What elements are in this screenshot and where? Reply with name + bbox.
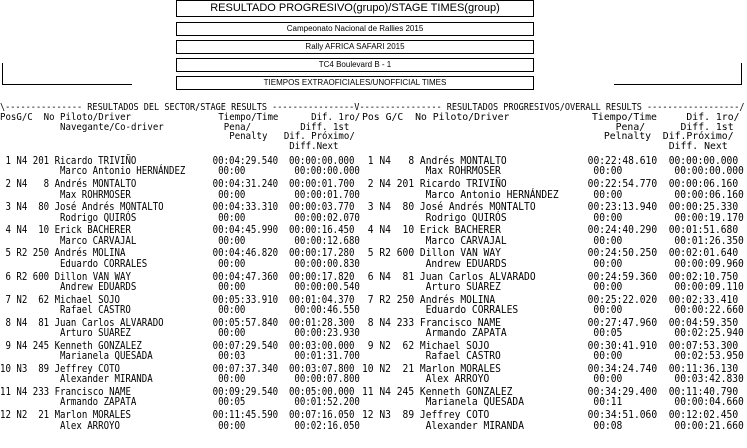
cell-cls: N4 (16, 387, 28, 398)
cell-driver: Jeffrey COTO (54, 363, 213, 375)
cell-no: 201 (32, 156, 50, 167)
cell-penalty: 00:00 (218, 305, 284, 316)
cell-driver: Francisco NAME (419, 317, 588, 329)
cell-diffnext: 00:02:53.950 (674, 351, 744, 363)
cell-time: 00:07:29.540 (212, 340, 279, 352)
cell-cls: N4 (16, 225, 28, 237)
codriver-line (0, 352, 360, 362)
cell-time: 00:30:41.910 (587, 340, 658, 352)
cell-diffnext: 00:00:00.830 (294, 258, 360, 270)
cell-penalty: 00:00 (218, 166, 284, 178)
table-row (362, 319, 744, 340)
cell-driver: Marlon MORALES (419, 363, 588, 375)
cell-no: 10 (396, 225, 415, 237)
cell-cls: N3 (379, 410, 391, 422)
cell-penalty: 00:00 (593, 235, 663, 247)
cell-diff1: 00:01:51.680 (668, 225, 739, 237)
cell-diff1: 00:00:17.280 (289, 248, 355, 260)
cell-cls: N2 (379, 363, 391, 375)
cell-pos: 9 (0, 340, 11, 352)
cell-no: 8 (32, 179, 50, 191)
codriver-line (0, 306, 360, 316)
cell-cls: N3 (16, 363, 28, 375)
cell-codriver: Eduardo CORRALES (425, 305, 594, 316)
table-row (362, 296, 744, 317)
cell-cls: N2 (16, 410, 28, 422)
cell-diffnext: 00:00:02.070 (294, 212, 360, 224)
cell-codriver: Alexander MIRANDA (425, 420, 594, 432)
cell-pos: 3 (0, 202, 11, 214)
cell-codriver: Armando ZAPATA (425, 328, 594, 340)
cell-codriver: Marianela QUESADA (425, 397, 594, 409)
cell-penalty: 00:00 (218, 235, 284, 247)
cell-diffnext: 00:01:52.200 (294, 397, 360, 409)
cell-driver: José Andrés MONTALTO (54, 202, 213, 214)
stage-header-line: PosG/C No Piloto/Driver Tiempo/Time Dif. 1ro/ (0, 112, 361, 123)
cell-no: 80 (396, 202, 415, 214)
cell-penalty: 00:08 (593, 420, 663, 432)
cell-pos: 4 (362, 225, 374, 237)
cell-codriver: Eduardo CORRALES (59, 258, 219, 270)
cell-cls: N4 (379, 271, 391, 283)
cell-diff1: 00:00:03.770 (289, 202, 355, 214)
cell-diff1: 00:01:28.300 (289, 317, 355, 329)
cell-penalty: 00:03 (218, 351, 284, 363)
table-row (362, 203, 744, 224)
cell-pos: 5 (362, 248, 374, 260)
cell-diff1: 00:03:00.000 (289, 340, 355, 352)
cell-codriver: Alex ARROYO (425, 374, 594, 386)
overall-header-line: Pos G/C No Piloto/Driver Tiempo/Time Dif. 1ro/ (362, 112, 740, 123)
table-row (0, 411, 360, 432)
cell-diffnext: 00:00:19.170 (674, 212, 744, 224)
cell-penalty: 00:00 (218, 420, 284, 432)
cell-penalty: 00:00 (218, 212, 284, 224)
cell-penalty: 00:00 (593, 305, 663, 316)
cell-pos: 8 (362, 317, 374, 329)
cell-diffnext: 00:03:42.830 (674, 374, 744, 386)
codriver-line (362, 283, 744, 293)
cell-no: 600 (32, 271, 50, 283)
cell-codriver: Rafael CASTRO (425, 351, 594, 363)
cell-time: 00:34:29.400 (587, 387, 658, 398)
cell-driver: Andrés MOLINA (54, 248, 213, 260)
cell-diffnext: 00:00:00.540 (294, 281, 360, 293)
cell-penalty: 00:00 (593, 351, 663, 363)
right-bracket-decoration (614, 63, 742, 85)
cell-driver: Juan Carlos ALVARADO (419, 271, 588, 283)
cell-time: 00:22:48.610 (587, 156, 658, 167)
cell-codriver: Marco CARVAJAL (425, 235, 594, 247)
cell-diff1: 00:04:59.350 (668, 317, 739, 329)
cell-penalty: 00:00 (593, 258, 663, 270)
table-row (0, 203, 360, 224)
cell-pos: 11 (362, 387, 374, 398)
cell-penalty: 00:00 (593, 281, 663, 293)
cell-driver: Dillon VAN WAY (54, 271, 213, 283)
cell-cls: N2 (16, 294, 28, 306)
overall-header-line: Diff. Next (362, 140, 728, 152)
table-row (0, 180, 360, 201)
cell-pos: 1 (0, 156, 11, 167)
table-row (362, 411, 744, 432)
cell-time: 00:11:45.590 (212, 410, 279, 422)
codriver-line (0, 237, 360, 247)
cell-diff1: 00:02:01.640 (668, 248, 739, 260)
cell-time: 00:24:59.360 (587, 271, 658, 283)
cell-no: 10 (32, 225, 50, 237)
cell-diff1: 00:07:16.050 (289, 410, 355, 422)
cell-codriver: Rodrigo QUIRÓS (59, 212, 219, 224)
cell-codriver: Andrew EDUARDS (59, 281, 219, 293)
cell-cls: R2 (379, 294, 391, 306)
codriver-line (362, 329, 744, 339)
codriver-line (0, 398, 360, 408)
cell-cls: N4 (16, 317, 28, 329)
codriver-line (0, 214, 360, 224)
cell-diff1: 00:02:10.750 (668, 271, 739, 283)
codriver-line (0, 167, 360, 177)
cell-diff1: 00:11:40.790 (668, 387, 739, 398)
stage-header-line: Penalty Dif. Próximo/ (0, 131, 355, 143)
cell-no: 250 (32, 248, 50, 260)
cell-diff1: 00:01:04.370 (289, 294, 355, 306)
cell-time: 00:04:45.990 (212, 225, 279, 237)
cell-no: 8 (396, 156, 415, 167)
cell-no: 89 (32, 363, 50, 375)
cell-penalty: 00:00 (593, 166, 663, 178)
cell-diff1: 00:00:00.000 (668, 156, 739, 167)
cell-pos: 7 (0, 294, 11, 306)
cell-diff1: 00:05:00.000 (289, 387, 355, 398)
cell-diffnext: 00:02:25.940 (674, 328, 744, 340)
cell-no: 245 (396, 387, 415, 398)
cell-time: 00:23:13.940 (587, 202, 658, 214)
codriver-line (0, 191, 360, 201)
cell-time: 00:24:50.250 (587, 248, 658, 260)
codriver-line (362, 398, 744, 408)
stage-label: TC4 Boulevard B - 1 (176, 58, 534, 72)
cell-diffnext: 00:00:46.550 (294, 305, 360, 316)
table-row (362, 157, 744, 178)
cell-codriver: Alexander MIRANDA (59, 374, 219, 386)
cell-pos: 7 (362, 294, 374, 306)
cell-codriver: Arturo SUAREZ (59, 328, 219, 340)
table-row (362, 226, 744, 247)
cell-diff1: 00:00:17.820 (289, 271, 355, 283)
cell-pos: 1 (362, 156, 374, 167)
cell-no: 21 (396, 363, 415, 375)
cell-driver: Marlon MORALES (54, 410, 213, 422)
table-row (0, 226, 360, 247)
cell-diff1: 00:00:06.160 (668, 179, 739, 191)
codriver-line (362, 214, 744, 224)
cell-no: 89 (396, 410, 415, 422)
cell-codriver: Max ROHRMOSER (425, 166, 594, 178)
cell-time: 00:25:22.020 (587, 294, 658, 306)
table-row (0, 342, 360, 363)
cell-diffnext: 00:00:12.680 (294, 235, 360, 247)
cell-cls: N4 (379, 387, 391, 398)
cell-pos: 8 (0, 317, 11, 329)
cell-driver: Erick BACHERER (419, 225, 588, 237)
cell-diffnext: 00:00:23.930 (294, 328, 360, 340)
cell-cls: N4 (379, 317, 391, 329)
cell-penalty: 00:00 (218, 374, 284, 386)
cell-no: 233 (32, 387, 50, 398)
codriver-line (362, 306, 744, 316)
cell-cls: N4 (379, 156, 391, 167)
cell-cls: N4 (16, 202, 28, 214)
cell-pos: 4 (0, 225, 11, 237)
codriver-line (0, 260, 360, 270)
cell-time: 00:04:31.240 (212, 179, 279, 191)
cell-no: 81 (32, 317, 50, 329)
cell-driver: Dillon VAN WAY (419, 248, 588, 260)
cell-time: 00:04:47.360 (212, 271, 279, 283)
cell-cls: R2 (379, 248, 391, 260)
cell-diffnext: 00:00:21.660 (674, 420, 744, 432)
cell-time: 00:27:47.960 (587, 317, 658, 329)
cell-cls: N4 (16, 156, 28, 167)
table-row (362, 180, 744, 201)
cell-driver: Francisco NAME (54, 387, 213, 398)
codriver-line (362, 237, 744, 247)
codriver-line (362, 422, 744, 432)
table-row (362, 273, 744, 294)
cell-driver: Andrés MOLINA (419, 294, 588, 306)
cell-penalty: 00:00 (593, 374, 663, 386)
cell-driver: Erick BACHERER (54, 225, 213, 237)
cell-time: 00:34:51.060 (587, 410, 658, 422)
cell-time: 00:04:33.310 (212, 202, 279, 214)
cell-diffnext: 00:00:00.000 (294, 166, 360, 178)
cell-time: 00:05:57.840 (212, 317, 279, 329)
codriver-line (0, 422, 360, 432)
codriver-line (0, 375, 360, 385)
cell-penalty: 00:00 (593, 189, 663, 201)
cell-no: 21 (32, 410, 50, 422)
cell-codriver: Marco CARVAJAL (59, 235, 219, 247)
overall-results-header (362, 113, 740, 151)
cell-diff1: 00:00:25.330 (668, 202, 739, 214)
cell-no: 233 (396, 317, 415, 329)
cell-driver: Andrés MONTALTO (419, 156, 588, 167)
cell-pos: 12 (362, 410, 374, 422)
cell-diffnext: 00:00:00.000 (674, 166, 744, 178)
cell-diffnext: 00:00:01.700 (294, 189, 360, 201)
cell-cls: N4 (379, 202, 391, 214)
table-row (362, 388, 744, 409)
table-row (0, 365, 360, 386)
cell-driver: Ricardo TRIVIÑO (54, 156, 213, 167)
table-row (0, 388, 360, 409)
codriver-line (0, 283, 360, 293)
event-label: Rally AFRICA SAFARI 2015 (176, 40, 534, 54)
cell-diff1: 00:00:01.700 (289, 179, 355, 191)
cell-diffnext: 00:02:16.050 (294, 420, 360, 432)
cell-pos: 12 (0, 410, 11, 422)
championship-label: Campeonato Nacional de Rallies 2015 (176, 22, 534, 36)
cell-pos: 9 (362, 340, 374, 352)
codriver-line (362, 352, 744, 362)
cell-cls: R2 (16, 248, 28, 260)
cell-cls: N4 (16, 340, 28, 352)
cell-diffnext: 00:01:31.700 (294, 351, 360, 363)
codriver-line (362, 191, 744, 201)
cell-penalty: 00:00 (218, 189, 284, 201)
cell-codriver: Max ROHRMOSER (59, 189, 219, 201)
cell-time: 00:34:24.740 (587, 363, 658, 375)
section-titles-line: \--------------- RESULTADOS DEL SECTOR/STAGE RESULTS ----------------V---------------- RESULTADOS PROGRESIVOS/OVERALL RESULTS ------------------/ (0, 102, 745, 113)
cell-time: 00:05:33.910 (212, 294, 279, 306)
cell-codriver: Andrew EDUARDS (425, 258, 594, 270)
stage-header-line: Navegante/Co-driver Pena/ Diff. 1st (0, 121, 350, 133)
cell-diff1: 00:00:00.000 (289, 156, 355, 167)
cell-penalty: 00:05 (593, 328, 663, 340)
cell-driver: Kenneth GONZALEZ (54, 340, 213, 352)
cell-diffnext: 00:00:09.110 (674, 281, 744, 293)
left-bracket-decoration (2, 63, 132, 85)
cell-diffnext: 00:01:26.350 (674, 235, 744, 247)
cell-codriver: Rodrigo QUIRÓS (425, 212, 594, 224)
cell-penalty: 00:00 (218, 281, 284, 293)
cell-time: 00:04:46.820 (212, 248, 279, 260)
unofficial-note: TIEMPOS EXTRAOFICIALES/UNOFFICIAL TIMES (176, 76, 534, 90)
cell-cls: N2 (379, 340, 391, 352)
cell-pos: 10 (362, 363, 374, 375)
cell-pos: 3 (362, 202, 374, 214)
cell-pos: 10 (0, 363, 11, 375)
cell-diff1: 00:00:16.450 (289, 225, 355, 237)
overall-header-line: Pena/ Diff. 1st (362, 121, 734, 133)
cell-no: 62 (396, 340, 415, 352)
cell-pos: 11 (0, 387, 11, 398)
cell-penalty: 00:05 (218, 397, 284, 409)
cell-no: 80 (32, 202, 50, 214)
cell-codriver: Rafael CASTRO (59, 305, 219, 316)
stage-header-line: Diff.Next (0, 140, 339, 152)
table-row (362, 249, 744, 270)
cell-codriver: Arturo SUAREZ (425, 281, 594, 293)
table-row (362, 342, 744, 363)
cell-codriver: Marianela QUESADA (59, 351, 219, 363)
cell-no: 62 (32, 294, 50, 306)
cell-cls: N4 (379, 179, 391, 191)
cell-diff1: 00:03:07.800 (289, 363, 355, 375)
codriver-line (362, 167, 744, 177)
table-row (0, 296, 360, 317)
cell-time: 00:09:29.540 (212, 387, 279, 398)
table-row (0, 273, 360, 294)
table-row (0, 249, 360, 270)
cell-no: 201 (396, 179, 415, 191)
cell-no: 81 (396, 271, 415, 283)
stage-results-header (0, 113, 360, 151)
table-row (362, 365, 744, 386)
cell-diff1: 00:07:53.300 (668, 340, 739, 352)
cell-pos: 2 (362, 179, 374, 191)
cell-time: 00:07:37.340 (212, 363, 279, 375)
cell-diffnext: 00:00:06.160 (674, 189, 744, 201)
cell-diffnext: 00:00:07.800 (294, 374, 360, 386)
cell-driver: Michael SOJO (54, 294, 213, 306)
cell-no: 245 (32, 340, 50, 352)
cell-diff1: 00:11:36.130 (668, 363, 739, 375)
cell-pos: 6 (0, 271, 11, 283)
cell-diffnext: 00:00:09.960 (674, 258, 744, 270)
cell-time: 00:24:40.290 (587, 225, 658, 237)
cell-driver: Jeffrey COTO (419, 410, 588, 422)
cell-driver: Kenneth GONZALEZ (419, 387, 588, 398)
table-row (0, 157, 360, 178)
cell-driver: Michael SOJO (419, 340, 588, 352)
cell-cls: N4 (16, 179, 28, 191)
cell-diffnext: 00:00:04.660 (674, 397, 744, 409)
table-row (0, 319, 360, 340)
cell-codriver: Marco Antonio HERNÁNDEZ (425, 189, 594, 201)
codriver-line (362, 260, 744, 270)
cell-no: 600 (396, 248, 415, 260)
cell-pos: 5 (0, 248, 11, 260)
cell-driver: José Andrés MONTALTO (419, 202, 588, 214)
cell-codriver: Marco Antonio HERNÁNDEZ (59, 166, 219, 178)
cell-driver: Ricardo TRIVIÑO (419, 179, 588, 191)
cell-diff1: 00:12:02.450 (668, 410, 739, 422)
cell-time: 00:22:54.770 (587, 179, 658, 191)
report-title: RESULTADO PROGRESIVO(grupo)/STAGE TIMES(group) (176, 0, 534, 17)
cell-penalty: 00:00 (218, 328, 284, 340)
cell-codriver: Armando ZAPATA (59, 397, 219, 409)
cell-time: 00:04:29.540 (212, 156, 279, 167)
cell-pos: 2 (0, 179, 11, 191)
cell-penalty: 00:00 (593, 212, 663, 224)
cell-penalty: 00:11 (593, 397, 663, 409)
cell-diffnext: 00:00:22.660 (674, 305, 744, 316)
cell-driver: Juan Carlos ALVARADO (54, 317, 213, 329)
cell-driver: Andrés MONTALTO (54, 179, 213, 191)
cell-pos: 6 (362, 271, 374, 283)
cell-diff1: 00:02:33.410 (668, 294, 739, 306)
overall-header-line: Pelnalty Dif.Próximo/ (362, 131, 734, 143)
cell-cls: R2 (16, 271, 28, 283)
cell-codriver: Alex ARROYO (59, 420, 219, 432)
codriver-line (0, 329, 360, 339)
cell-no: 250 (396, 294, 415, 306)
cell-penalty: 00:00 (218, 258, 284, 270)
codriver-line (362, 375, 744, 385)
cell-cls: N4 (379, 225, 391, 237)
